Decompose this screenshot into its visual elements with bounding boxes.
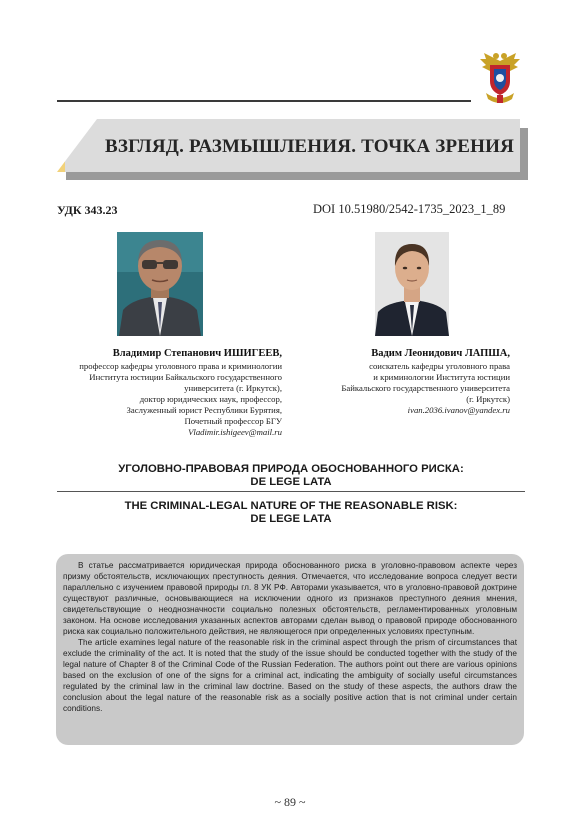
title-en-line1: THE CRIMINAL-LEGAL NATURE OF THE REASONABLE RISK: (124, 500, 458, 512)
header-rule (57, 100, 471, 102)
title-en-line2: DE LEGE LATA (250, 513, 332, 525)
udc-code: УДК 343.23 (57, 203, 118, 217)
author-email[interactable]: Vladimir.ishigeev@mail.ru (188, 427, 282, 437)
doi: DOI 10.51980/2542-1735_2023_1_89 (313, 202, 506, 216)
author-name: Владимир Степанович ИШИГЕЕВ, (112, 348, 282, 359)
author-affiliation-line: университета (г. Иркутск), (184, 383, 282, 393)
author-affiliation-line: Почетный профессор БГУ (184, 416, 282, 426)
page-number: ~ 89 ~ (274, 795, 306, 809)
author-affiliation-line: доктор юридических наук, профессор, (139, 394, 282, 404)
section-title: ВЗГЛЯД. РАЗМЫШЛЕНИЯ. ТОЧКА ЗРЕНИЯ (105, 136, 514, 157)
abstract-ru: В статье рассматривается юридическая природа обоснованного риска в уголовно-правовом аспекте через призму обстоятельств, исключающих преступность деяния. Отмечается, что исследование вопроса следует вести параллельно с изучением правовой природы гл. 8 УК РФ. Авторами указывается, что в уголовно-правовой доктрине существуют различные, основывающиеся на исключении одного из признаков преступного деяния мнения, свидетельствующие о неоднозначности социально полезных обстоятельств, регламентированных уголовным законом. На основе исследования указанных аспектов авторами сделан вывод о правовой природе обоснованного риска как социально положительного действия, не являющегося при определенных условиях преступным. (63, 561, 517, 636)
abstract-box (56, 554, 524, 745)
title-ru-line1: УГОЛОВНО-ПРАВОВАЯ ПРИРОДА ОБОСНОВАННОГО РИСКА: (118, 463, 464, 475)
author-block-2 (300, 347, 510, 416)
institution-emblem-icon (476, 47, 524, 107)
article-title-en (57, 500, 525, 526)
author-affiliation-line: Заслуженный юрист Республики Бурятия, (126, 405, 282, 415)
author-affiliation-line: соискатель кафедры уголовного права (369, 361, 510, 371)
author-photo-ishigeev (117, 232, 203, 336)
article-title-ru (57, 463, 525, 489)
author-affiliation-line: и криминологии Института юстиции (373, 372, 510, 382)
author-name: Вадим Леонидович ЛАПША, (371, 348, 510, 359)
author-email[interactable]: ivan.2036.ivanov@yandex.ru (407, 405, 510, 415)
section-banner-notch (57, 119, 97, 172)
author-photo-lapsha (375, 232, 449, 336)
title-ru-line2: DE LEGE LATA (250, 476, 332, 488)
author-affiliation-line: профессор кафедры уголовного права и криминологии (79, 361, 282, 371)
author-affiliation-line: Байкальского государственного университета (341, 383, 510, 393)
abstract-en: The article examines legal nature of the reasonable risk in the criminal aspect through the prism of circumstances that exclude the criminality of the act. It is noted that the study of the issue should be conducted together with the study of the legal nature of Chapter 8 of the Criminal Code of the Russian Federation. The authors point out there are various opinions based on the exclusion of one of the signs for a criminal act, indicating the ambiguity of socially useful circumstances regulated by the criminal law in the criminal law doctrine. Based on the study of these aspects, the authors draw the conclusion about the legal nature of the reasonable risk as a socially positive action that is not criminal under certain conditions. (63, 638, 517, 713)
title-divider (57, 491, 525, 492)
author-affiliation-line: Института юстиции Байкальского государственного (89, 372, 282, 382)
author-affiliation-line: (г. Иркутск) (466, 394, 510, 404)
author-block-1 (60, 347, 282, 438)
